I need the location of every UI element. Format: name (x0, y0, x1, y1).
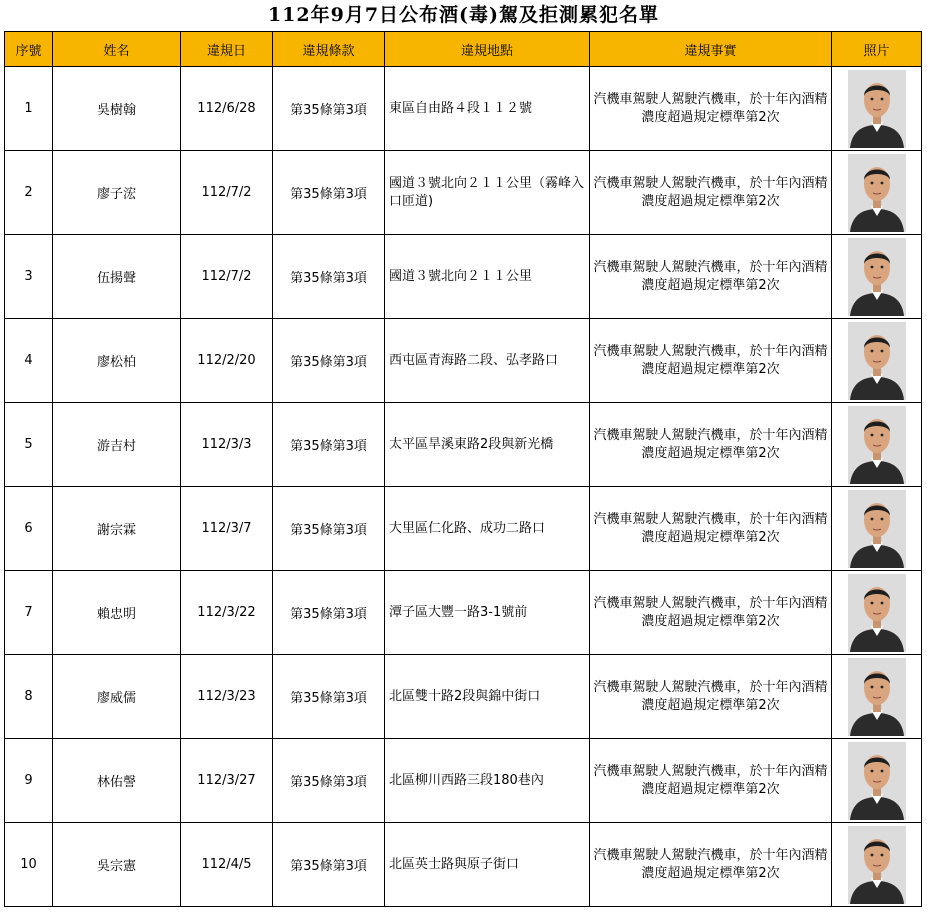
cell-fact: 汽機車駕駛人駕駛汽機車，於十年內酒精濃度超過規定標準第2次 (590, 655, 832, 739)
cell-name: 林佑謦 (53, 739, 181, 823)
cell-date: 112/7/2 (181, 235, 273, 319)
cell-clause: 第35條第3項 (273, 151, 385, 235)
cell-location: 國道３號北向２１１公里（霧峰入口匝道) (385, 151, 590, 235)
cell-date: 112/3/27 (181, 739, 273, 823)
cell-name: 游吉村 (53, 403, 181, 487)
cell-name: 謝宗霖 (53, 487, 181, 571)
person-silhouette-icon (848, 154, 906, 232)
cell-photo (832, 823, 922, 907)
cell-location: 北區英士路與原子街口 (385, 823, 590, 907)
cell-fact: 汽機車駕駛人駕駛汽機車，於十年內酒精濃度超過規定標準第2次 (590, 739, 832, 823)
page-title: 112年9月7日公布酒(毒)駕及拒測累犯名單 (267, 4, 660, 26)
cell-fact: 汽機車駕駛人駕駛汽機車，於十年內酒精濃度超過規定標準第2次 (590, 487, 832, 571)
mugshot-photo (848, 826, 906, 904)
mugshot-photo (848, 238, 906, 316)
table-row (5, 403, 922, 487)
cell-clause: 第35條第3項 (273, 739, 385, 823)
cell-no: 10 (5, 823, 53, 907)
cell-clause: 第35條第3項 (273, 235, 385, 319)
cell-name: 吳宗憲 (53, 823, 181, 907)
header-date: 違規日 (181, 32, 273, 67)
offender-table (4, 31, 922, 907)
header-no: 序號 (5, 32, 53, 67)
cell-name: 廖松柏 (53, 319, 181, 403)
cell-location: 太平區旱溪東路2段與新光橋 (385, 403, 590, 487)
table-row (5, 739, 922, 823)
header-photo: 照片 (832, 32, 922, 67)
cell-date: 112/7/2 (181, 151, 273, 235)
table-row (5, 151, 922, 235)
table-row (5, 571, 922, 655)
cell-fact: 汽機車駕駛人駕駛汽機車，於十年內酒精濃度超過規定標準第2次 (590, 151, 832, 235)
cell-clause: 第35條第3項 (273, 823, 385, 907)
cell-location: 西屯區青海路二段、弘孝路口 (385, 319, 590, 403)
mugshot-photo (848, 322, 906, 400)
cell-clause: 第35條第3項 (273, 319, 385, 403)
mugshot-photo (848, 406, 906, 484)
cell-clause: 第35條第3項 (273, 67, 385, 151)
cell-photo (832, 235, 922, 319)
person-silhouette-icon (848, 574, 906, 652)
cell-no: 1 (5, 67, 53, 151)
cell-location: 國道３號北向２１１公里 (385, 235, 590, 319)
cell-name: 廖威儒 (53, 655, 181, 739)
cell-no: 4 (5, 319, 53, 403)
cell-photo (832, 319, 922, 403)
cell-location: 東區自由路４段１１２號 (385, 67, 590, 151)
table-row (5, 319, 922, 403)
header-row (5, 32, 922, 67)
cell-name: 吳樹翰 (53, 67, 181, 151)
table-row (5, 67, 922, 151)
cell-no: 2 (5, 151, 53, 235)
person-silhouette-icon (848, 742, 906, 820)
cell-photo (832, 151, 922, 235)
cell-photo (832, 67, 922, 151)
mugshot-photo (848, 490, 906, 568)
person-silhouette-icon (848, 238, 906, 316)
cell-fact: 汽機車駕駛人駕駛汽機車，於十年內酒精濃度超過規定標準第2次 (590, 235, 832, 319)
cell-location: 北區柳川西路三段180巷內 (385, 739, 590, 823)
cell-date: 112/4/5 (181, 823, 273, 907)
person-silhouette-icon (848, 322, 906, 400)
cell-no: 7 (5, 571, 53, 655)
table-row (5, 823, 922, 907)
cell-clause: 第35條第3項 (273, 571, 385, 655)
cell-location: 北區雙十路2段與錦中街口 (385, 655, 590, 739)
cell-fact: 汽機車駕駛人駕駛汽機車，於十年內酒精濃度超過規定標準第2次 (590, 403, 832, 487)
cell-photo (832, 655, 922, 739)
cell-location: 大里區仁化路、成功二路口 (385, 487, 590, 571)
person-silhouette-icon (848, 490, 906, 568)
person-silhouette-icon (848, 70, 906, 148)
cell-no: 8 (5, 655, 53, 739)
mugshot-photo (848, 70, 906, 148)
cell-photo (832, 487, 922, 571)
cell-no: 6 (5, 487, 53, 571)
cell-photo (832, 403, 922, 487)
table-row (5, 235, 922, 319)
cell-date: 112/6/28 (181, 67, 273, 151)
cell-name: 伍揚聲 (53, 235, 181, 319)
mugshot-photo (848, 154, 906, 232)
header-name: 姓名 (53, 32, 181, 67)
cell-fact: 汽機車駕駛人駕駛汽機車，於十年內酒精濃度超過規定標準第2次 (590, 571, 832, 655)
cell-location: 潭子區大豐一路3-1號前 (385, 571, 590, 655)
person-silhouette-icon (848, 406, 906, 484)
cell-date: 112/3/7 (181, 487, 273, 571)
cell-name: 賴忠明 (53, 571, 181, 655)
person-silhouette-icon (848, 826, 906, 904)
cell-date: 112/3/3 (181, 403, 273, 487)
cell-date: 112/2/20 (181, 319, 273, 403)
cell-clause: 第35條第3項 (273, 487, 385, 571)
header-location: 違規地點 (385, 32, 590, 67)
mugshot-photo (848, 574, 906, 652)
cell-date: 112/3/22 (181, 571, 273, 655)
cell-date: 112/3/23 (181, 655, 273, 739)
cell-no: 5 (5, 403, 53, 487)
table-row (5, 655, 922, 739)
cell-photo (832, 571, 922, 655)
table-row (5, 487, 922, 571)
cell-name: 廖子浤 (53, 151, 181, 235)
cell-clause: 第35條第3項 (273, 403, 385, 487)
mugshot-photo (848, 742, 906, 820)
person-silhouette-icon (848, 658, 906, 736)
cell-clause: 第35條第3項 (273, 655, 385, 739)
header-fact: 違規事實 (590, 32, 832, 67)
mugshot-photo (848, 658, 906, 736)
header-clause: 違規條款 (273, 32, 385, 67)
cell-fact: 汽機車駕駛人駕駛汽機車，於十年內酒精濃度超過規定標準第2次 (590, 67, 832, 151)
cell-no: 3 (5, 235, 53, 319)
cell-fact: 汽機車駕駛人駕駛汽機車，於十年內酒精濃度超過規定標準第2次 (590, 319, 832, 403)
cell-photo (832, 739, 922, 823)
cell-no: 9 (5, 739, 53, 823)
cell-fact: 汽機車駕駛人駕駛汽機車，於十年內酒精濃度超過規定標準第2次 (590, 823, 832, 907)
